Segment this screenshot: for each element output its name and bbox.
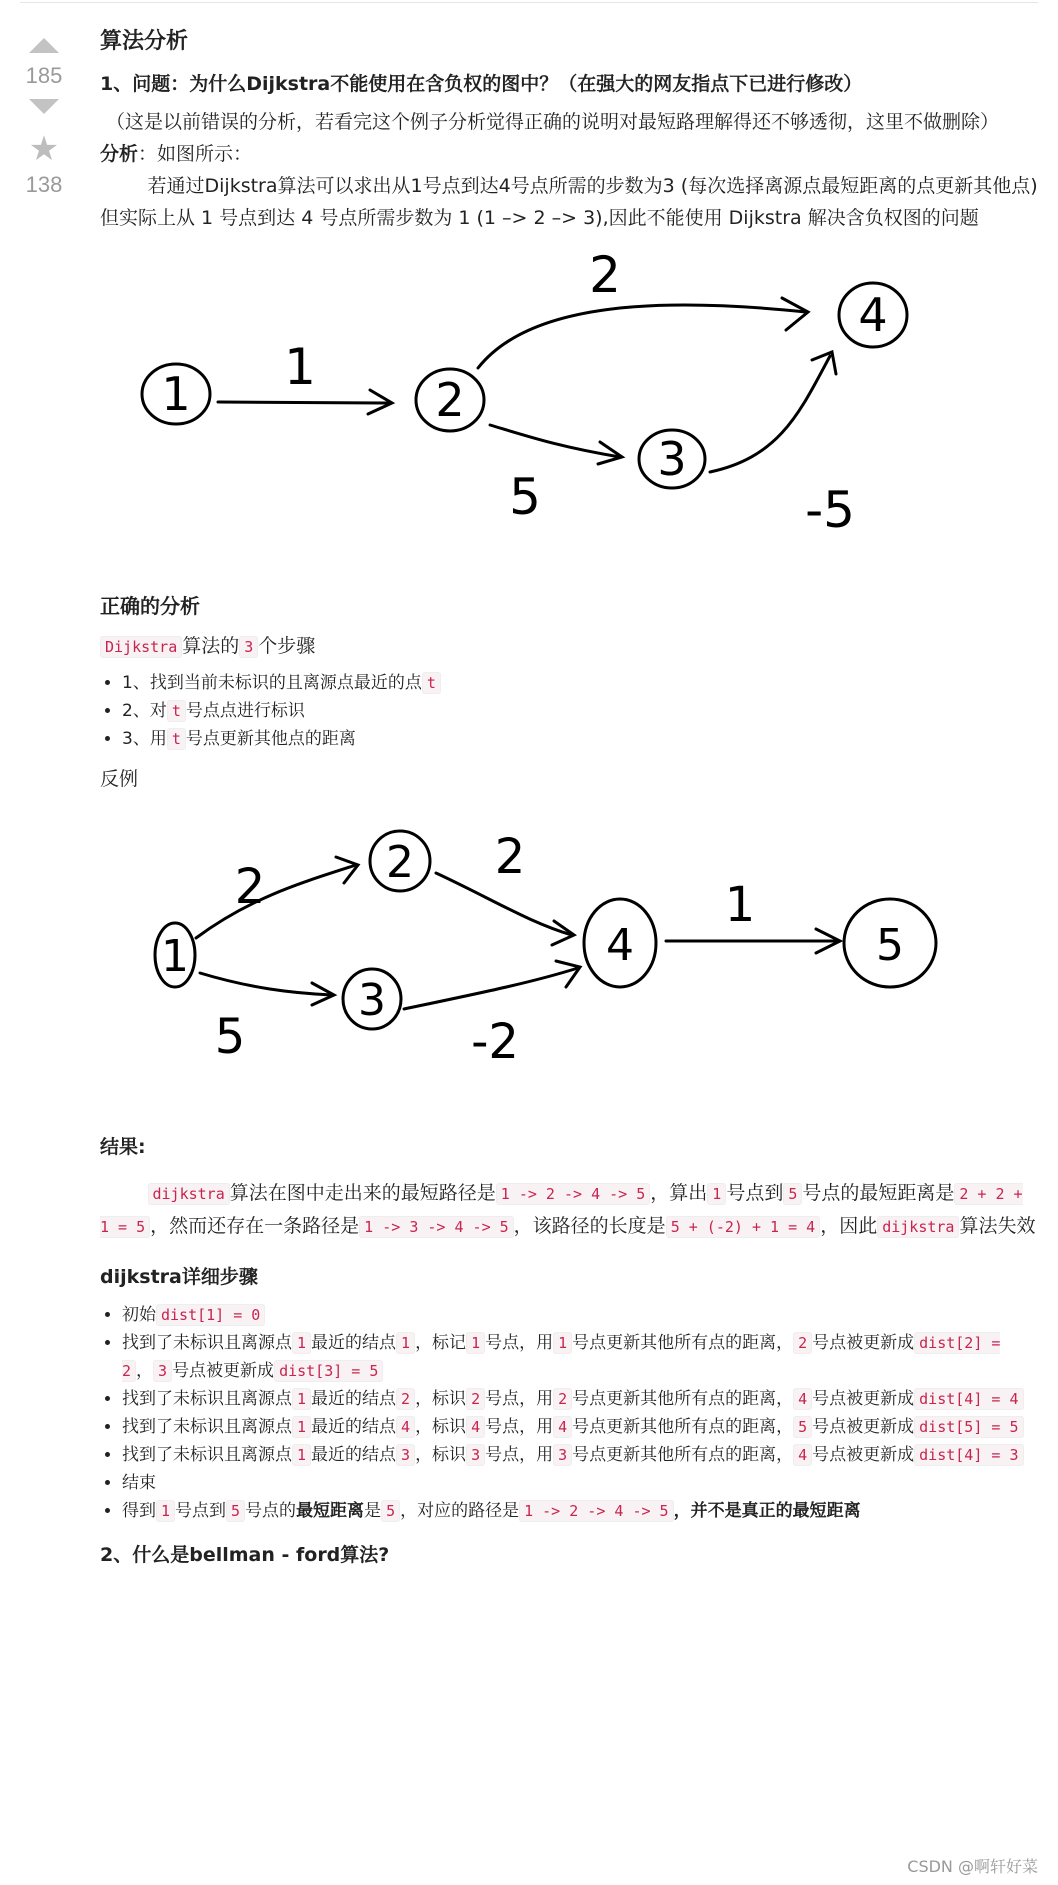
favorite-star-icon[interactable]: ★ (28, 129, 60, 169)
result-paragraph: dijkstra 算法在图中走出来的最短路径是 1 -> 2 -> 4 -> 5 ，算出 1 号点到 5 号点的最短距离是 2 + 2 + 1 = 5 ，然而还存在一条路径是 1 -> 3 -> 4 -> 5 ，该路径的长度是 5 + (-2) + 1 = 4 ，因此 dijkstra 算法失效 (100, 1182, 1036, 1237)
analysis-line: 分析：如图所示： (100, 143, 253, 165)
note-paragraph: （这是以前错误的分析，若看完这个例子分析觉得正确的说明对最短路理解得还不够透彻，这里不做删除） (106, 111, 1000, 133)
graph2-node-2-label: 2 (386, 837, 414, 888)
graph-figure-2 (100, 803, 904, 1093)
steps-intro: Dijkstra 算法的 3 个步骤 (100, 630, 1040, 663)
list-item: • 找到了未标识且离源点 1 最近的结点 4 ，标识 4 号点，用 4 号点更新其他所有点的距离， 5 号点被更新成 dist[5] = 5 (122, 1413, 1040, 1441)
top-divider (20, 2, 1038, 3)
graph2-edge-label-2-4: 2 (494, 829, 526, 885)
graph1-node-1-label: 1 (161, 367, 191, 421)
graph2-node-3-label: 3 (358, 975, 386, 1026)
list-item: • 得到 1 号点到 5 号点的最短距离是 5 ，对应的路径是 1 -> 2 -> 4 -> 5 ，并不是真正的最短距离 (122, 1497, 1040, 1525)
graph1-edge-1-2 (218, 402, 390, 403)
section-heading-analysis: 算法分析 (100, 29, 189, 54)
graph2-node-4-label: 4 (606, 920, 634, 971)
detail-heading: dijkstra详细步骤 (100, 1266, 258, 1288)
graph1-node-3-label: 3 (657, 432, 687, 486)
graph1-node-4-label: 4 (858, 288, 888, 342)
graph2-edge-1-2 (196, 865, 356, 938)
graph2-edge-label-1-3: 5 (214, 1009, 246, 1065)
steps-list (100, 669, 1040, 753)
next-section-heading: 2、什么是bellman - ford算法? (100, 1544, 390, 1566)
graph2-node-1-label: 1 (161, 931, 189, 982)
graph1-edge-label-2-4: 2 (589, 246, 621, 304)
list-item: • 结束 (122, 1469, 1040, 1497)
graph2-node-5-label: 5 (876, 920, 904, 971)
watermark: CSDN @啊轩好菜 (907, 1857, 1038, 1876)
graph2-edge-3-4 (404, 968, 578, 1009)
downvote-arrow-icon[interactable] (29, 99, 59, 114)
vote-count: 185 (25, 63, 63, 88)
graph2-edge-label-4-5: 1 (724, 877, 756, 933)
graph1-edge-label-1-2: 1 (284, 338, 316, 396)
detail-steps-list (100, 1301, 1040, 1525)
list-item: • 找到了未标识且离源点 1 最近的结点 1 ，标记 1 号点，用 1 号点更新其他所有点的距离， 2 号点被更新成 dist[2] = 2 ， 3 号点被更新成 dist[3] = 5 (122, 1329, 1040, 1385)
graph1-edge-2-4 (478, 305, 806, 368)
list-item: • 找到了未标识且离源点 1 最近的结点 2 ，标识 2 号点，用 2 号点更新其他所有点的距离， 4 号点被更新成 dist[4] = 4 (122, 1385, 1040, 1413)
graph2-edge-label-3-4: -2 (471, 1014, 519, 1070)
answer-content (100, 20, 1040, 1579)
vote-panel (20, 30, 68, 198)
graph1-edge-label-3-4: -5 (805, 481, 855, 539)
question-title: 1、问题：为什么Dijkstra不能使用在含负权的图中？（在强大的网友指点下已进行修改） (100, 73, 863, 95)
result-heading: 结果: (100, 1136, 146, 1158)
graph1-node-2-label: 2 (435, 373, 465, 427)
upvote-arrow-icon[interactable] (29, 38, 59, 53)
list-item: • 3、用 t 号点更新其他点的距离 (122, 725, 1040, 753)
section-heading-correct: 正确的分析 (100, 594, 200, 618)
graph-figure-1 (100, 242, 888, 539)
para-dijkstra-steps: 若通过Dijkstra算法可以求出从1号点到达4号点所需的步数为3 (每次选择离源点最短距离的点更新其他点) (147, 175, 1038, 197)
list-item: • 初始 dist[1] = 0 (122, 1301, 1040, 1329)
graph1-edge-3-4 (710, 356, 830, 472)
list-item: • 1、找到当前未标识的且离源点最近的点 t (122, 669, 1040, 697)
list-item: • 找到了未标识且离源点 1 最近的结点 3 ，标识 3 号点，用 3 号点更新其他所有点的距离， 4 号点被更新成 dist[4] = 3 (122, 1441, 1040, 1469)
para-actual-steps: 但实际上从 1 号点到达 4 号点所需步数为 1 (1 –> 2 –> 3),因此不能使用 Dijkstra 解决含负权图的问题 (100, 207, 979, 229)
favorite-count: 138 (25, 172, 63, 197)
graph1-edge-label-2-3: 5 (509, 468, 541, 526)
graph2-edge-label-1-2: 2 (234, 859, 266, 915)
list-item: • 2、对 t 号点点进行标识 (122, 697, 1040, 725)
counter-example-label: 反例 (100, 768, 139, 790)
